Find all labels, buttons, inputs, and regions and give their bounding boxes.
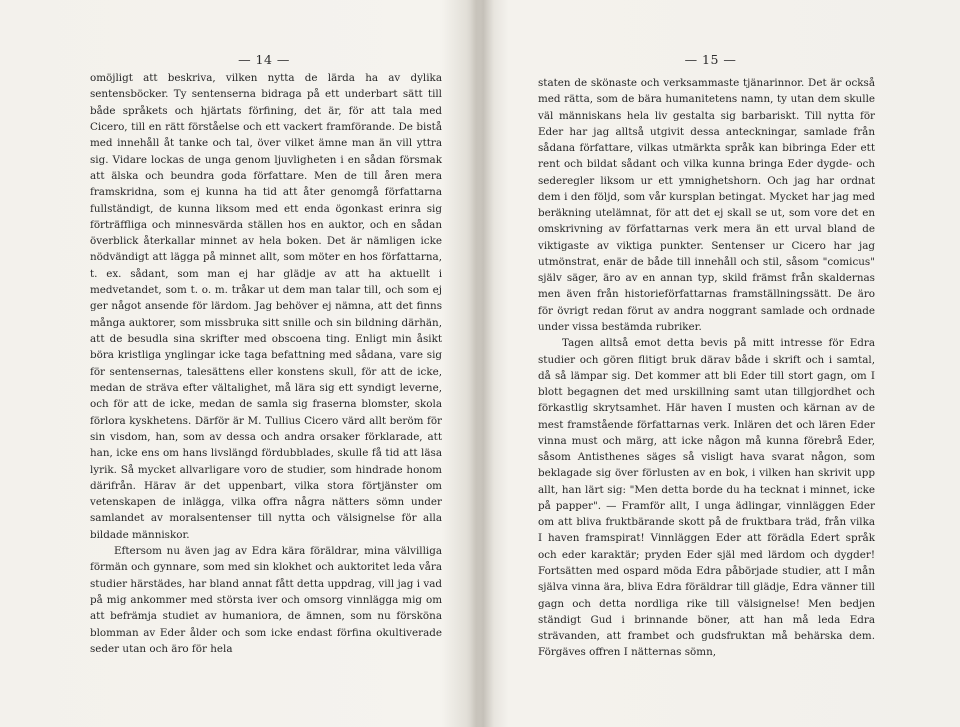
page-number-right: — 15 — <box>684 52 737 67</box>
left-paragraph-1: omöjligt att beskriva, vilken nytta de lärda ha av dylika sentensböcker. Ty sentenserna bidraga på ett underbart sätt till både språkets och hjärtats förfining, det är, för att tala med Cicero, till en rätt förståelse och ett vackert framförande. De bistå med innehåll åt tanke och tal, över vilket ämne man än vill yttra sig. Vidare lockas de unga genom ljuvligheten i en sådan försmak att älska och beundra goda författare. Men de till åren mera framskridna, som ej kunna ha tid att åter genomgå författarna fullständigt, de kunna liksom med ett enda ögonkast erinra sig förträffliga och minnesvärda ställen hos en auktor, och en sådan överblick återkallar minnet av hela boken. Det är nämligen icke nödvändigt att lägga på minnet allt, som möter en hos författarna, t. ex. sådant, som man ej har glädje av att ha aktuellt i medvetandet, som t. o. m. tråkar ut dem man talar till, och som ej ger något ansende för lärdom. Jag behöver ej nämna, att det finns många auktorer, som missbruka sitt snille och sin bildning därhän, att de besudla sina skrifter med obscoena ting. Enligt min åsikt böra kristliga ynglingar icke taga befattning med sådana, vare sig för sentensernas, talesättens eller konstens skull, för att de icke, medan de sträva efter vältalighet, må lära sig ett syndigt leverne, och för att de icke, medan de samla sig fraserna blomster, skola förlora kyskhetens. Därför är M. Tullius Cicero värd allt beröm för sin visdom, han, som av dessa och andra orsaker förklarade, att han, icke ens om hans livslängd fördubblades, skulle få tid att läsa lyrik. Så mycket allvarligare voro de studier, som hindrade honom därifrån. Härav är det uppenbart, vilka stora förtjänster om vetenskapen de inlägga, vilka offra några nätters sömn under samlandet av moralsentenser till nytta och välsignelse för alla bildade människor. <box>90 72 442 541</box>
left-paragraph-2: Eftersom nu även jag av Edra kära föräldrar, mina välvilliga förmän och gynnare, som med sin klokhet och auktoritet leda våra studier härstädes, har bland annat fått detta uppdrag, vill jag i vad på mig ankommer med största iver och omsorg vinnlägga mig om att befrämja studiet av humaniora, de ämnen, som nu försköna blomman av Eder ålder och som icke endast förfina okultiverade seder utan och äro för hela <box>90 545 442 655</box>
right-paragraph-1: staten de skönaste och verksammaste tjänarinnor. Det är också med rätta, som de bära humanitetens namn, ty utan dem skulle väl människans hela liv gestalta sig barbariskt. Till nytta för Eder har jag alltså utgivit dessa anteckningar, samlade från sådana författare, vilkas utmärkta språk kan bibringa Eder ett rent och bildat sådant och vilka kunna bringa Eder dygde- och sederegler liksom ur ett ymnighetshorn. Och jag har ordnat dem i den följd, som vår kursplan betingat. Mycket har jag med beräkning utelämnat, för att det ej skall se ut, som vore det en omskrivning av författarnas verk mera än ett urval bland de viktigaste av viktiga punkter. Sentenser ur Cicero har jag utmönstrat, enär de både till innehåll och stil, såsom "comicus" själv säger, äro av en annan typ, skild främst från skaldernas men även från historieförfattarnas framställningssätt. De äro för övrigt redan förut av andra noggrant samlade och ordnade under vissa bestämda rubriker. <box>538 77 875 333</box>
right-page-text <box>538 75 875 661</box>
left-page <box>90 0 442 727</box>
left-page-text <box>90 70 442 657</box>
page-number-left: — 14 — <box>238 52 290 67</box>
book-gutter <box>470 0 494 727</box>
right-page <box>538 0 875 727</box>
right-paragraph-2: Tagen alltså emot detta bevis på mitt intresse för Edra studier och gören flitigt bruk därav både i skrift och i samtal, då så lämpar sig. Det kommer att bli Eder till stort gagn, om I blott begagnen det med urskillning samt utan tillgjordhet och förkastlig skrytsamhet. Här haven I musten och kärnan av de mest framstående författarnas verk. Inlären det och lären Eder vinna must och märg, att icke någon må kunna förebrå Eder, såsom Antisthenes säges så visligt hava svarat någon, som beklagade sig över förlusten av en bok, i vilken han skrivit upp allt, han lärt sig: "Men detta borde du ha tecknat i minnet, icke på papper". — Framför allt, I unga ädlingar, vinnläggen Eder om att bliva fruktbärande skott på de fruktbara träd, från vilka I haven framspirat! Vinnläggen Eder att förädla Edert språk och eder karaktär; pryden Eder själ med lärdom och dygder! Fortsätten med ospard möda Edra påbörjade studier, att I mån själva vinna ära, bliva Edra föräldrar till glädje, Edra vänner till gagn och detta nordliga rike till välsignelse! Men bedjen ständigt Gud i brinnande böner, att han må leda Edra strävanden, att frambet och gudsfruktan må behärska dem. Förgäves offren I nätternas sömn, <box>538 337 875 659</box>
